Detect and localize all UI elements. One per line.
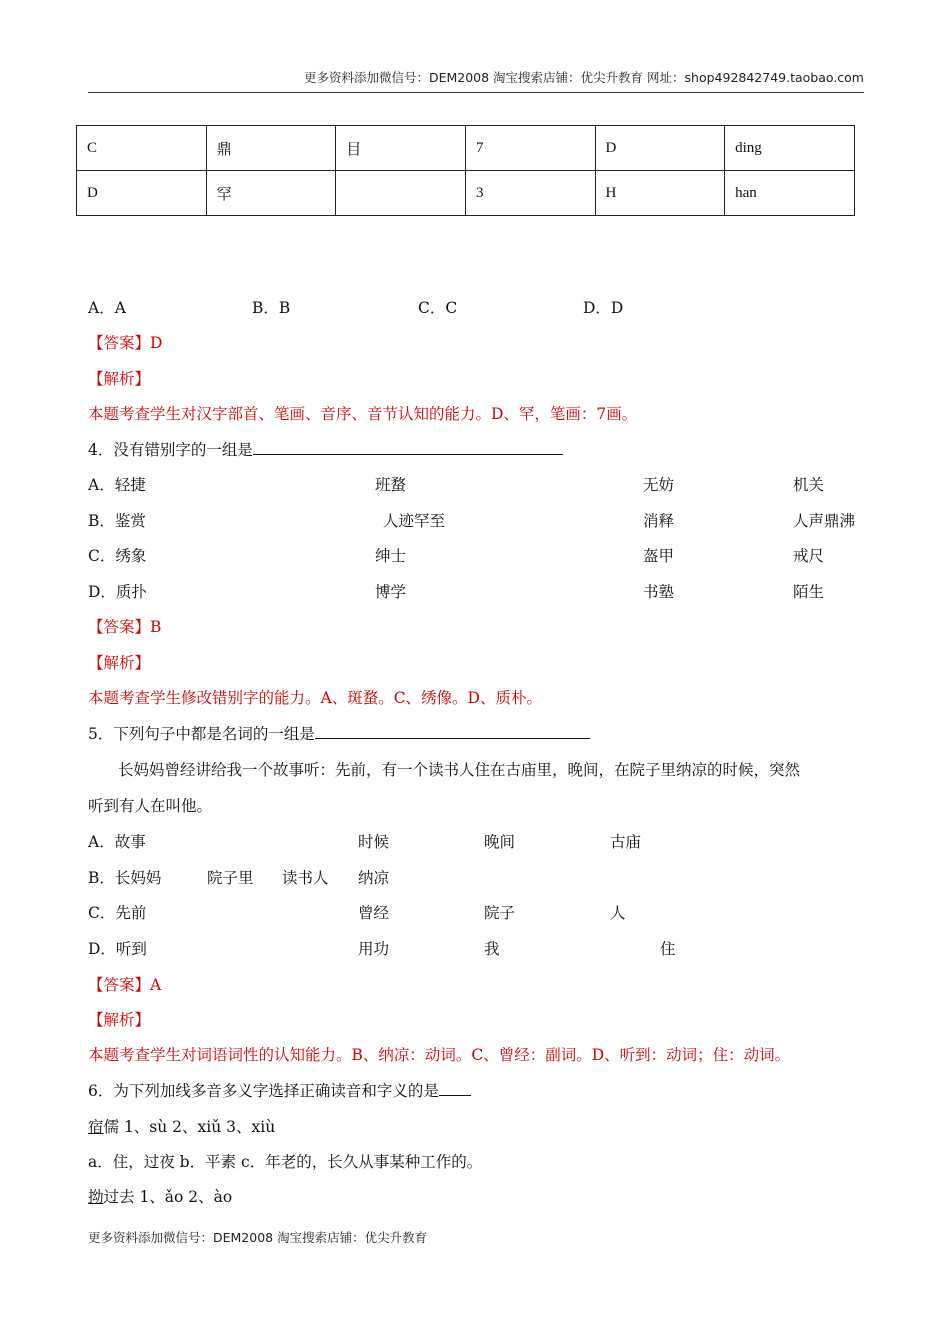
q6-item-1 bbox=[88, 1117, 275, 1137]
q5-option-a-3: 晚间 bbox=[484, 833, 516, 851]
q4-option-d-3: 书塾 bbox=[643, 583, 675, 601]
table-cell: ding bbox=[725, 126, 855, 171]
q6-item-1-text: 儒 1、sù 2、xiǔ 3、xiù bbox=[103, 1118, 276, 1136]
q5-option-c-1: C．先前 bbox=[88, 904, 147, 922]
q4-analysis: 本题考查学生修改错别字的能力。A、斑蝥。C、绣像。D、质朴。 bbox=[88, 689, 542, 707]
q5-analysis-label: 【解析】 bbox=[88, 1011, 151, 1029]
q5-option-d-3: 我 bbox=[484, 940, 500, 958]
q5-option-b-1: B．长妈妈 bbox=[88, 869, 162, 887]
q4-option-b-1: B．鉴赏 bbox=[88, 512, 146, 530]
table-row bbox=[77, 126, 855, 171]
page-footer: 更多资料添加微信号：DEM2008 淘宝搜索店铺：优尖升教育 bbox=[88, 1230, 428, 1245]
q5-option-a-4: 古庙 bbox=[610, 833, 642, 851]
table-cell: H bbox=[595, 171, 725, 216]
q4-answer: 【答案】B bbox=[88, 618, 162, 636]
page-header: 更多资料添加微信号：DEM2008 淘宝搜索店铺：优尖升教育 网址：shop492842749.taobao.com bbox=[88, 68, 864, 93]
q4-option-d-4: 陌生 bbox=[793, 583, 825, 601]
q3-option-d: D．D bbox=[583, 299, 624, 317]
table-row bbox=[77, 171, 855, 216]
table-cell: 目 bbox=[336, 126, 466, 171]
table-cell bbox=[336, 171, 466, 216]
table-cell: D bbox=[595, 126, 725, 171]
q3-option-b: B．B bbox=[252, 299, 291, 317]
q3-analysis-label: 【解析】 bbox=[88, 370, 151, 388]
q6-item-2 bbox=[88, 1187, 232, 1207]
q5-passage-line-2: 听到有人在叫他。 bbox=[88, 797, 213, 815]
q5-stem bbox=[88, 724, 590, 744]
q5-stem-text: 5．下列句子中都是名词的一组是 bbox=[88, 725, 315, 743]
table-cell: C bbox=[77, 126, 207, 171]
table-cell: 罕 bbox=[206, 171, 336, 216]
q3-option-a: A．A bbox=[88, 299, 126, 317]
q5-option-c-3: 院子 bbox=[484, 904, 516, 922]
q4-option-c-4: 戒尺 bbox=[793, 547, 825, 565]
q3-answer: 【答案】D bbox=[88, 334, 163, 352]
q4-option-c-3: 盔甲 bbox=[643, 547, 675, 565]
q5-option-b-3: 读书人 bbox=[282, 869, 329, 887]
answer-blank bbox=[253, 440, 563, 455]
q5-option-b-2: 院子里 bbox=[207, 869, 254, 887]
dictionary-table bbox=[76, 125, 855, 216]
q5-option-c-2: 曾经 bbox=[358, 904, 390, 922]
q5-option-d-4: 住 bbox=[660, 940, 676, 958]
q3-analysis: 本题考查学生对汉字部首、笔画、音序、音节认知的能力。D、罕，笔画：7画。 bbox=[88, 405, 638, 423]
table-cell: D bbox=[77, 171, 207, 216]
q5-option-d-1: D．听到 bbox=[88, 940, 147, 958]
q6-meanings: a．住，过夜 b．平素 c．年老的，长久从事某种工作的。 bbox=[88, 1153, 483, 1171]
q4-option-a-3: 无妨 bbox=[643, 476, 675, 494]
table-cell: 7 bbox=[465, 126, 595, 171]
q5-answer: 【答案】A bbox=[88, 976, 162, 994]
q4-option-b-2: 人迹罕至 bbox=[383, 512, 446, 530]
q4-stem-text: 4．没有错别字的一组是 bbox=[88, 441, 253, 459]
table-cell: han bbox=[725, 171, 855, 216]
q4-option-a-1: A．轻捷 bbox=[88, 476, 146, 494]
q5-option-d-2: 用功 bbox=[358, 940, 390, 958]
q4-option-c-2: 绅士 bbox=[375, 547, 407, 565]
q4-option-a-2: 班蝥 bbox=[375, 476, 407, 494]
q5-option-b-4: 纳凉 bbox=[358, 869, 390, 887]
q5-option-a-2: 时候 bbox=[358, 833, 390, 851]
q4-option-d-1: D．质扑 bbox=[88, 583, 147, 601]
q5-option-c-4: 人 bbox=[610, 904, 626, 922]
underlined-character: 拗 bbox=[88, 1188, 104, 1206]
q4-option-d-2: 博学 bbox=[375, 583, 407, 601]
q4-option-b-4: 人声鼎沸 bbox=[793, 512, 856, 530]
q4-option-c-1: C．绣象 bbox=[88, 547, 147, 565]
q6-stem-text: 6．为下列加线多音多义字选择正确读音和字义的是 bbox=[88, 1082, 439, 1100]
answer-blank bbox=[439, 1081, 471, 1096]
q4-analysis-label: 【解析】 bbox=[88, 654, 151, 672]
table-cell: 鼎 bbox=[206, 126, 336, 171]
q6-item-2-text: 过去 1、ǎo 2、ào bbox=[103, 1188, 233, 1206]
q4-option-b-3: 消释 bbox=[643, 512, 675, 530]
q4-stem bbox=[88, 440, 563, 460]
q5-option-a-1: A．故事 bbox=[88, 833, 146, 851]
table-cell: 3 bbox=[465, 171, 595, 216]
q6-stem bbox=[88, 1081, 471, 1101]
answer-blank bbox=[315, 724, 590, 739]
q3-option-c: C．C bbox=[418, 299, 458, 317]
q5-analysis: 本题考查学生对词语词性的认知能力。B、纳凉：动词。C、曾经：副词。D、听到：动词；住：动词。 bbox=[88, 1046, 791, 1064]
q5-passage-line-1: 长妈妈曾经讲给我一个故事听：先前，有一个读书人住在古庙里，晚间，在院子里纳凉的时候，突然 bbox=[118, 761, 801, 779]
q4-option-a-4: 机关 bbox=[793, 476, 825, 494]
underlined-character: 宿 bbox=[88, 1118, 104, 1136]
